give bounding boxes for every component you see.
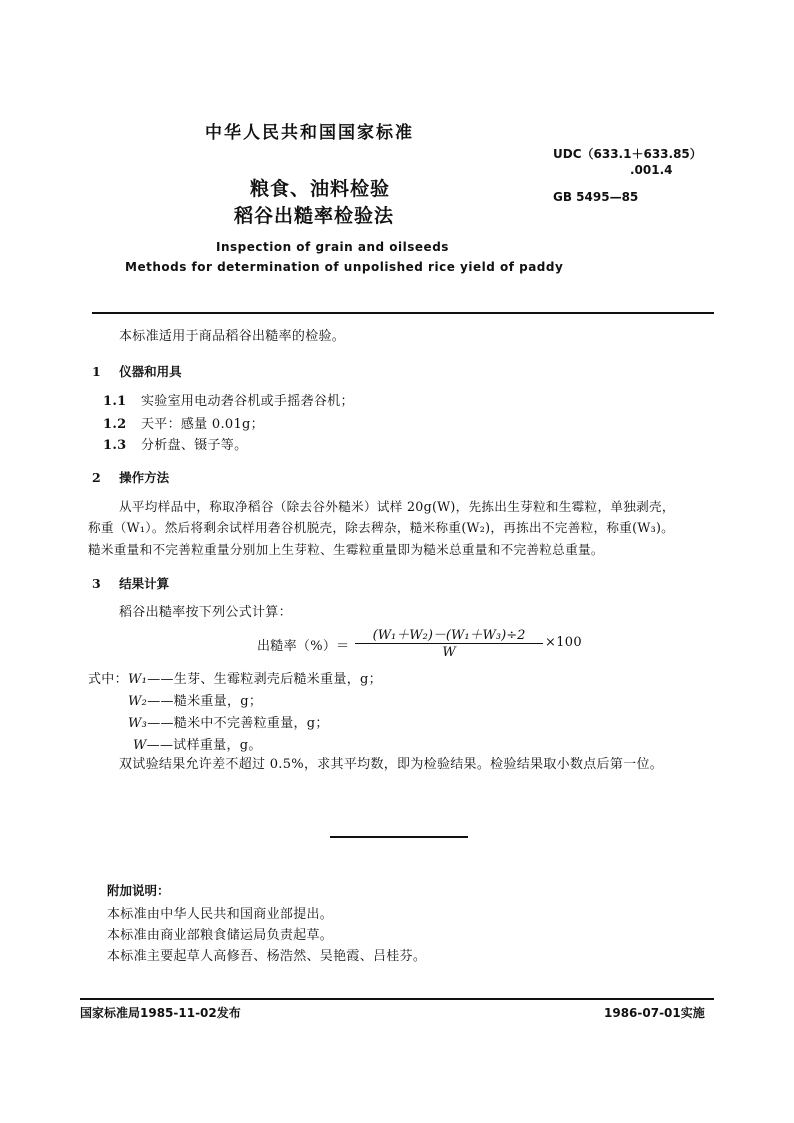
definition-symbol: W₂ bbox=[128, 694, 148, 709]
item-number: 1.1 bbox=[103, 394, 127, 409]
notes-line: 本标准主要起草人高修吾、杨浩然、吴艳霞、吕桂芬。 bbox=[107, 949, 427, 964]
item-number: 1.2 bbox=[103, 417, 127, 432]
definition-symbol: W₃ bbox=[128, 716, 148, 731]
scope-text: 本标准适用于商品稻谷出糙率的检验。 bbox=[119, 329, 346, 344]
section-2-heading bbox=[92, 468, 169, 486]
udc-code-line-2: .001.4 bbox=[630, 163, 673, 177]
english-title-line-1: Inspection of grain and oilseeds bbox=[216, 240, 449, 254]
list-item bbox=[103, 390, 354, 409]
definition-text: ——生芽、生霉粒剥壳后糙米重量，g； bbox=[147, 672, 382, 687]
procedure-line-1: 从平均样品中，称取净稻谷（除去谷外糙米）试样 20g(W)，先拣出生芽粒和生霉粒，单独剥壳， bbox=[119, 499, 675, 514]
definition-row bbox=[128, 668, 382, 687]
issued-date: 国家标准局1985-11-02发布 bbox=[80, 1006, 241, 1020]
formula-intro: 稻谷出糙率按下列公式计算： bbox=[119, 605, 292, 620]
header-divider bbox=[92, 312, 714, 314]
definition-symbol: W₁ bbox=[128, 672, 148, 687]
section-3-number: 3 bbox=[92, 576, 101, 591]
notes-title: 附加说明： bbox=[107, 883, 170, 898]
national-standard-heading: 中华人民共和国国家标准 bbox=[205, 123, 414, 143]
definition-row bbox=[133, 734, 262, 753]
formula-numerator: (W₁＋W₂)－(W₁＋W₃)÷2 bbox=[372, 628, 526, 643]
section-3-heading bbox=[92, 574, 169, 592]
formula-multiplier: ×100 bbox=[545, 635, 582, 650]
item-text: 实验室用电动砻谷机或手摇砻谷机； bbox=[140, 394, 354, 409]
list-item bbox=[103, 434, 247, 453]
udc-code-line-1: UDC（633.1＋633.85） bbox=[553, 147, 702, 161]
definition-row bbox=[128, 712, 329, 731]
item-text: 分析盘、镊子等。 bbox=[140, 438, 248, 453]
section-1-heading bbox=[92, 362, 182, 380]
title-line-2: 稻谷出糙率检验法 bbox=[234, 205, 395, 227]
section-1-number: 1 bbox=[92, 364, 101, 379]
list-item bbox=[103, 413, 264, 432]
definition-text: ——糙米中不完善粒重量，g； bbox=[147, 716, 329, 731]
where-label: 式中： bbox=[88, 672, 128, 687]
section-1-title: 仪器和用具 bbox=[119, 364, 182, 379]
english-title-line-2: Methods for determination of unpolished rice yield of paddy bbox=[125, 260, 564, 274]
definition-text: ——糙米重量，g； bbox=[147, 694, 263, 709]
formula-denominator: W bbox=[442, 645, 456, 660]
item-number: 1.3 bbox=[103, 438, 127, 453]
gb-number: GB 5495—85 bbox=[553, 190, 639, 204]
section-2-number: 2 bbox=[92, 470, 101, 485]
item-text: 天平：感量 0.01g； bbox=[140, 417, 264, 432]
definition-text: ——试样重量，g。 bbox=[146, 738, 262, 753]
definition-symbol: W bbox=[133, 738, 147, 753]
formula-lhs: 出糙率（%）＝ bbox=[257, 639, 350, 654]
definition-row bbox=[128, 690, 262, 709]
procedure-line-3: 糙米重量和不完善粒重量分别加上生芽粒、生霉粒重量即为糙米总重量和不完善粒总重量。 bbox=[88, 542, 604, 557]
procedure-line-2: 称重（W₁）。然后将剩余试样用砻谷机脱壳，除去稗杂，糙米称重(W₂)，再拣出不完善粒，称重(W₃)。 bbox=[88, 520, 675, 535]
end-divider bbox=[330, 836, 468, 838]
tolerance-text: 双试验结果允许差不超过 0.5%，求其平均数，即为检验结果。检验结果取小数点后第一位。 bbox=[119, 757, 664, 772]
section-3-title: 结果计算 bbox=[119, 576, 170, 591]
notes-line: 本标准由中华人民共和国商业部提出。 bbox=[107, 907, 334, 922]
title-line-1: 粮食、油料检验 bbox=[250, 178, 391, 200]
notes-line: 本标准由商业部粮食储运局负责起草。 bbox=[107, 928, 334, 943]
section-2-title: 操作方法 bbox=[119, 470, 170, 485]
effective-date: 1986-07-01实施 bbox=[604, 1006, 705, 1020]
fraction-bar bbox=[355, 643, 543, 644]
footer-divider bbox=[80, 998, 714, 1000]
